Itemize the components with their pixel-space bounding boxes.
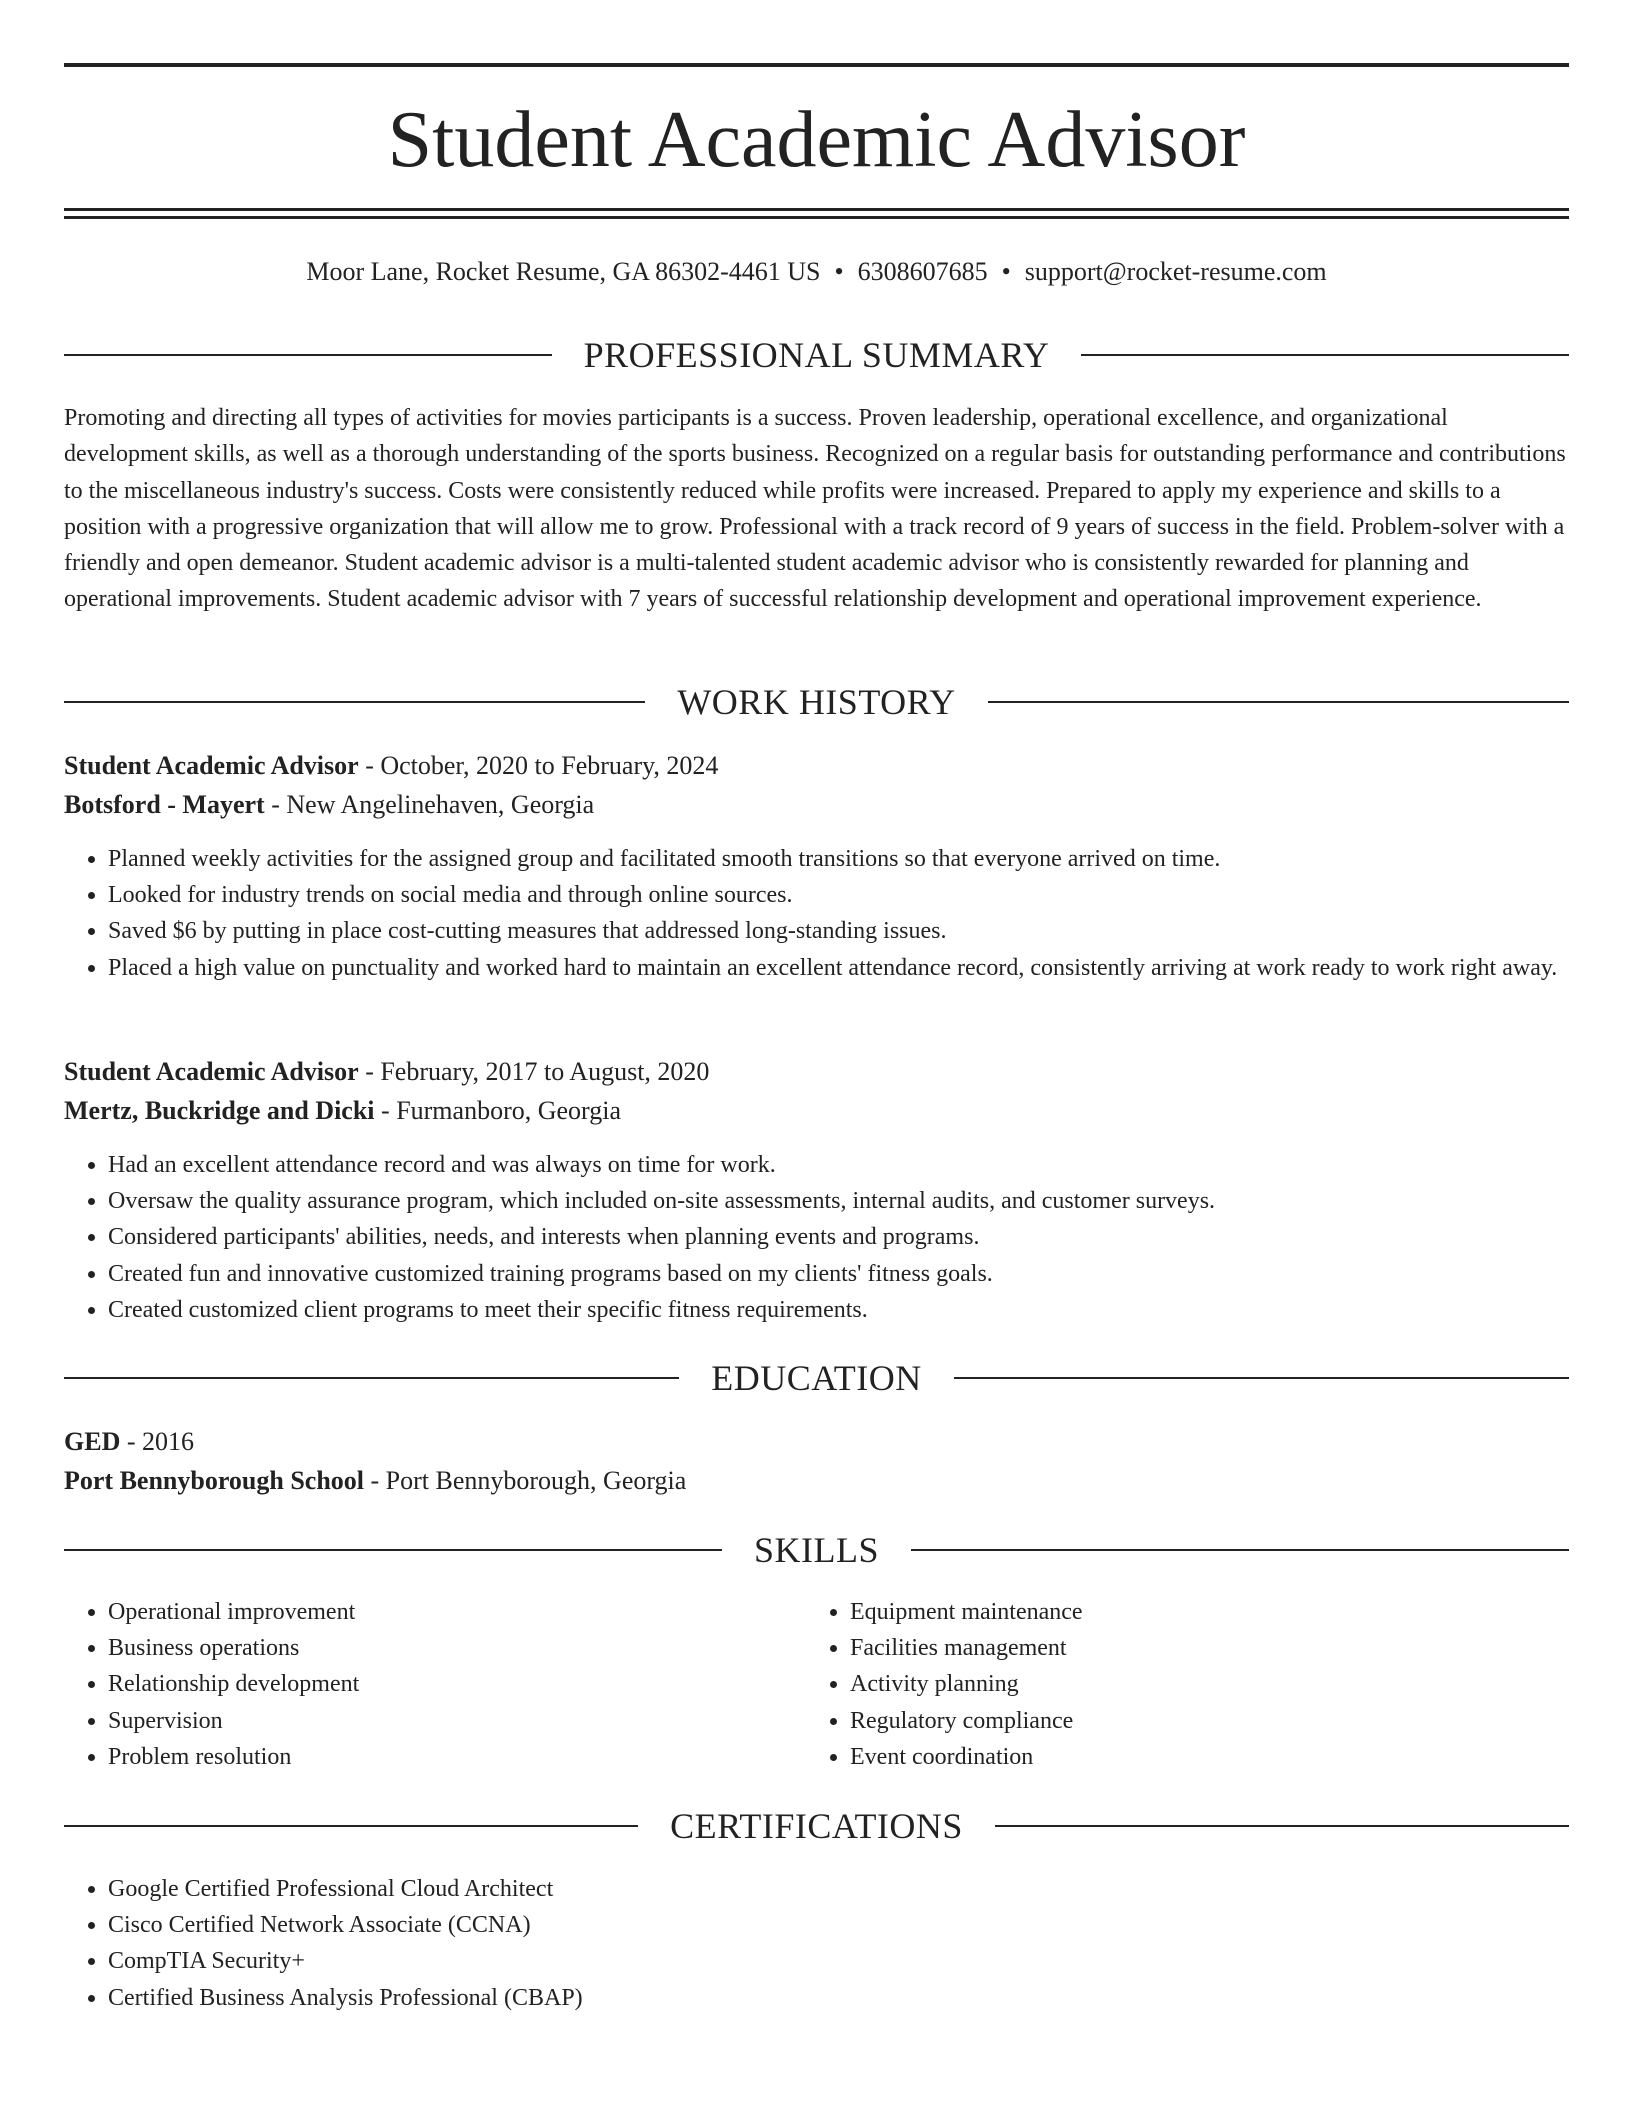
list-item: • Regulatory compliance	[850, 1703, 1632, 1739]
job-title: Student Academic Advisor	[64, 1057, 359, 1086]
education-degree-line	[64, 1424, 1569, 1460]
section-rule	[64, 354, 552, 356]
job-title: Student Academic Advisor	[64, 751, 359, 780]
list-item: • Oversaw the quality assurance program, which included on-site assessments, internal audits, and customer surveys.	[108, 1183, 1569, 1219]
list-item: • Created customized client programs to meet their specific fitness requirements.	[108, 1292, 1569, 1328]
section-rule	[995, 1825, 1569, 1827]
resume-title: Student Academic Advisor	[387, 96, 1246, 184]
contact-email: support@rocket-resume.com	[1024, 257, 1327, 286]
education-school-line	[64, 1463, 1569, 1499]
list-item: • Event coordination	[850, 1739, 1632, 1775]
job-company: Mertz, Buckridge and Dicki	[64, 1096, 375, 1125]
section-rule	[64, 701, 645, 703]
list-item: • Placed a high value on punctuality and worked hard to maintain an excellent attendance record, consistently arriving at work ready to work right away.	[108, 950, 1569, 986]
education-year: - 2016	[120, 1427, 195, 1456]
top-rule	[64, 63, 1569, 67]
certifications-list	[64, 1871, 1569, 2016]
job-title-line	[64, 748, 1569, 784]
list-item: • Google Certified Professional Cloud Architect	[108, 1871, 1569, 1907]
section-title: WORK HISTORY	[677, 682, 956, 722]
title-rule-upper	[64, 208, 1569, 211]
contact-line	[64, 254, 1569, 290]
contact-address: Moor Lane, Rocket Resume, GA 86302-4461 US	[306, 257, 821, 286]
section-header-skills	[64, 1528, 1569, 1572]
contact-separator: •	[1001, 257, 1011, 286]
section-rule	[911, 1549, 1569, 1551]
skills-list-right	[806, 1594, 1632, 1775]
job-title-line	[64, 1054, 1569, 1090]
list-item: • Operational improvement	[108, 1594, 1569, 1630]
section-title: CERTIFICATIONS	[670, 1806, 963, 1846]
contact-phone: 6308607685	[857, 257, 988, 286]
list-item: • Supervision	[108, 1703, 1569, 1739]
section-title: PROFESSIONAL SUMMARY	[583, 335, 1050, 375]
job-company-line	[64, 1093, 1569, 1129]
job-company: Botsford - Mayert	[64, 790, 265, 819]
list-item: • Certified Business Analysis Professional (CBAP)	[108, 1980, 1569, 2016]
summary-paragraph: Promoting and directing all types of activities for movies participants is a success. Proven leadership, operational excellence, and organizational development skills, as well as a thorough understanding of the sports business. Recognized on a regular basis for outstanding performance and contributions to the miscellaneous industry's success. Costs were consistently reduced while profits were increased. Prepared to apply my experience and skills to a position with a progressive organization that will allow me to grow. Professional with a track record of 9 years of success in the field. Problem-solver with a friendly and open demeanor. Student academic advisor is a multi-talented student academic advisor who is consistently rewarded for planning and operational improvements. Student academic advisor with 7 years of successful relationship development and operational improvement experience.	[64, 405, 1566, 613]
section-title: EDUCATION	[711, 1358, 922, 1398]
list-item: • Had an excellent attendance record and was always on time for work.	[108, 1147, 1569, 1183]
list-item: • Saved $6 by putting in place cost-cutting measures that addressed long-standing issues.	[108, 913, 1569, 949]
section-header-education	[64, 1356, 1569, 1400]
section-header-work	[64, 680, 1569, 724]
section-rule	[954, 1377, 1569, 1379]
job-dates: - October, 2020 to February, 2024	[358, 751, 719, 780]
section-title: SKILLS	[754, 1530, 880, 1570]
education-school: Port Bennyborough School	[64, 1466, 365, 1495]
section-rule	[988, 701, 1569, 703]
section-header-summary	[64, 333, 1569, 377]
job-location: - New Angelinehaven, Georgia	[264, 790, 595, 819]
list-item: • Considered participants' abilities, needs, and interests when planning events and programs.	[108, 1219, 1569, 1255]
title-rule-lower	[64, 216, 1569, 219]
education-degree: GED	[64, 1427, 121, 1456]
job-bullets	[64, 841, 1569, 986]
list-item: • Activity planning	[850, 1666, 1632, 1702]
section-rule	[64, 1825, 638, 1827]
section-rule	[64, 1549, 722, 1551]
list-item: • Relationship development	[108, 1666, 1569, 1702]
list-item: • Facilities management	[850, 1630, 1632, 1666]
list-item: • Planned weekly activities for the assigned group and facilitated smooth transitions so that everyone arrived on time.	[108, 841, 1569, 877]
list-item: • Equipment maintenance	[850, 1594, 1632, 1630]
list-item: • Business operations	[108, 1630, 1569, 1666]
job-company-line	[64, 787, 1569, 823]
list-item: • Cisco Certified Network Associate (CCNA)	[108, 1907, 1569, 1943]
list-item: • Looked for industry trends on social media and through online sources.	[108, 877, 1569, 913]
list-item: • Problem resolution	[108, 1739, 1569, 1775]
section-header-certifications	[64, 1804, 1569, 1848]
list-item: • CompTIA Security+	[108, 1943, 1569, 1979]
contact-separator: •	[834, 257, 844, 286]
education-location: - Port Bennyborough, Georgia	[364, 1466, 687, 1495]
job-location: - Furmanboro, Georgia	[374, 1096, 621, 1125]
section-rule	[64, 1377, 679, 1379]
section-rule	[1081, 354, 1569, 356]
job-bullets	[64, 1147, 1569, 1328]
list-item: • Created fun and innovative customized training programs based on my clients' fitness goals.	[108, 1256, 1569, 1292]
job-dates: - February, 2017 to August, 2020	[358, 1057, 710, 1086]
